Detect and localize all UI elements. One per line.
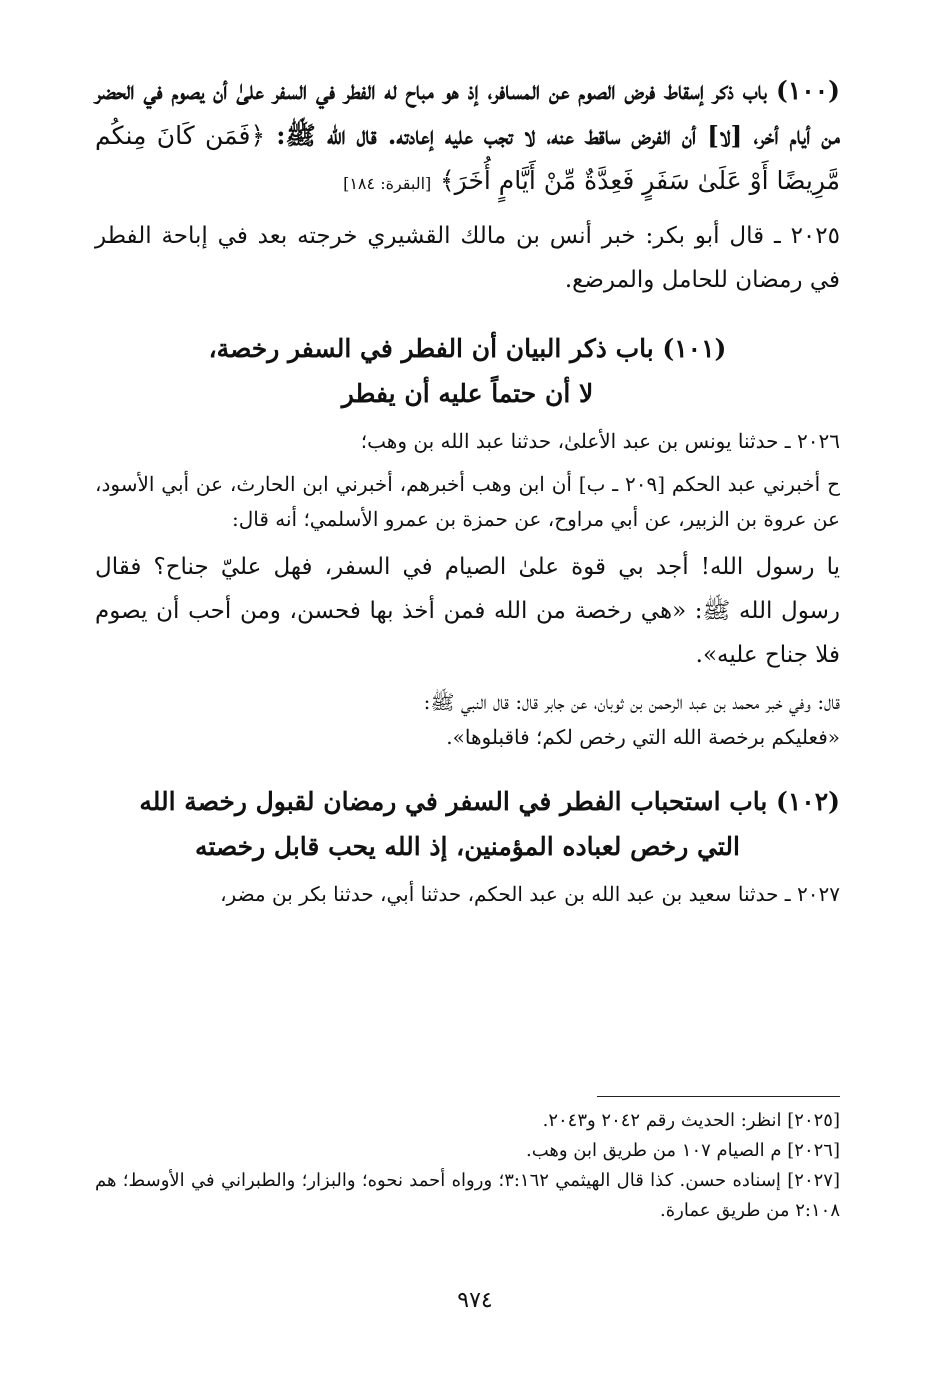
hadith-2026-note-2: «فعليكم برخصة الله التي رخص لكم؛ فاقبلوها». [446, 725, 840, 749]
hadith-2025: ٢٠٢٥ ـ قال أبو بكر: خبر أنس بن مالك القشيري خرجته بعد في إباحة الفطر في رمضان للحامل والمرضع. [95, 223, 840, 293]
verse-reference: [البقرة: ١٨٤] [343, 174, 432, 193]
footnotes [95, 1106, 840, 1226]
page-number: ٩٧٤ [457, 1288, 493, 1313]
hadith-2026-isnad-2: ح أخبرني عبد الحكم [٢٠٩ ـ ب] أن ابن وهب أخبرهم، أخبرني ابن الحارث، عن أبي الأسود، عن عروة بن الزبير، عن أبي مراوح، عن حمزة بن عمرو الأسلمي؛ أنه قال: [95, 472, 840, 531]
chapter-101-line-1: (١٠١) باب ذكر البيان أن الفطر في السفر رخصة، [208, 334, 727, 363]
hadith-2026-isnad-1: ٢٠٢٦ ـ حدثنا يونس بن عبد الأعلىٰ، حدثنا عبد الله بن وهب؛ [360, 429, 840, 453]
footnote-2026: [٢٠٢٦] م الصيام ١٠٧ من طريق ابن وهب. [525, 1140, 840, 1161]
hadith-2026-note-1: قال: وفي خبر محمد بن عبد الرحمن بن ثوبان، عن جابر قال: قال النبي ﷺ: [423, 690, 840, 714]
chapter-100-heading [95, 68, 840, 206]
page-body [95, 68, 840, 912]
chapter-102-line-2: التي رخص لعباده المؤمنين، إذ الله يحب قابل رخصته [195, 832, 740, 861]
chapter-100-title: (١٠٠) باب ذكر إسقاط فرض الصوم عن المسافر، إذ هو مباح له الفطر في السفر علىٰ أن يصوم في الحضر من أيام أخر، [لا] أن الفرض ساقط عنه، لا تجب عليه إعادته. قال الله ﷺ: [95, 76, 840, 150]
quran-verse: ﴿فَمَن كَانَ مِنكُم مَّرِيضًا أَوْ عَلَىٰ سَفَرٍ فَعِدَّةٌ مِّنْ أَيَّامٍ أُخَرَ﴾ [95, 121, 840, 195]
hadith-2026-matn: يا رسول الله! أجد بي قوة علىٰ الصيام في السفر، فهل عليّ جناح؟ فقال رسول الله ﷺ: «هي رخصة من الله فمن أخذ بها فحسن، ومن أحب أن يصوم فلا جناح عليه». [95, 554, 840, 668]
chapter-101-line-2: لا أن حتماً عليه أن يفطر [341, 379, 594, 408]
footnote-divider [597, 1096, 840, 1097]
chapter-102-line-1: (١٠٢) باب استحباب الفطر في السفر في رمضان لقبول رخصة الله [139, 787, 840, 816]
footnote-2025: [٢٠٢٥] انظر: الحديث رقم ٢٠٤٢ و٢٠٤٣. [542, 1110, 840, 1131]
footnote-2027: [٢٠٢٧] إسناده حسن. كذا قال الهيثمي ٣:١٦٢؛ ورواه أحمد نحوه؛ والبزار؛ والطبراني في الأوسط؛ هم ٢:١٠٨ من طريق عمارة. [95, 1170, 840, 1221]
hadith-2027: ٢٠٢٧ ـ حدثنا سعيد بن عبد الله بن عبد الحكم، حدثنا أبي، حدثنا بكر بن مضر، [220, 882, 840, 906]
